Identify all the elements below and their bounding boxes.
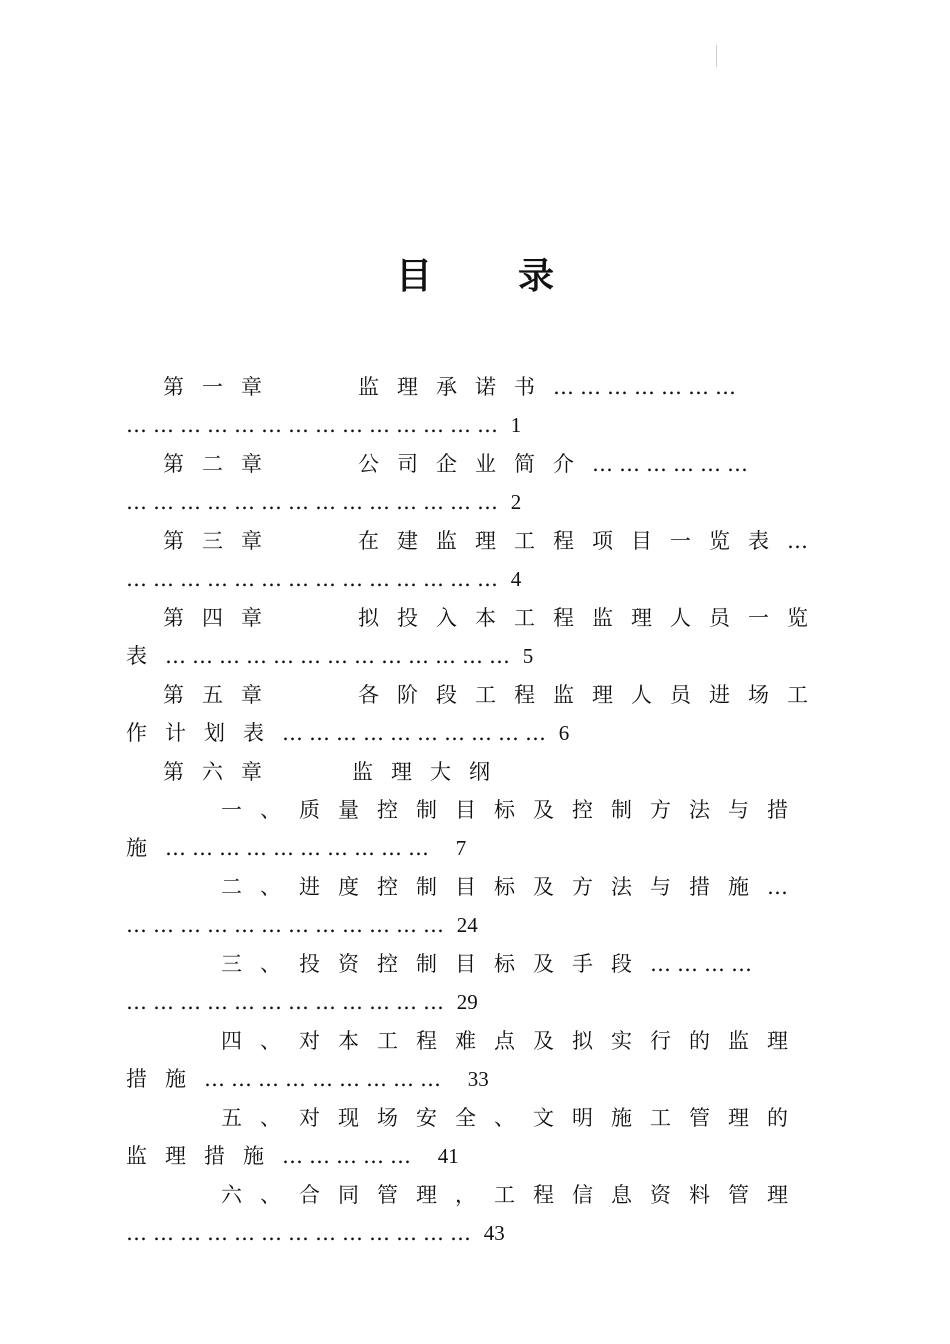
toc-section-2-line-1[interactable]: 二、进度控制目标及方法与措施… [221,875,794,899]
toc-entry-3-line-2[interactable]: …………………………………… 4 [126,567,522,591]
title-char-1: 目 [395,255,432,297]
toc-entry-2-line-1[interactable]: 第二章 公司企业简介……………… [163,452,754,476]
toc-section-5-line-1[interactable]: 五、对现场安全、文明施工管理的 [221,1106,806,1130]
page-number: 7 [455,836,467,860]
page-number: 1 [510,413,522,437]
toc-entry-4-line-1[interactable]: 第四章 拟投入本工程监理人员一览 [163,606,826,630]
page-number: 43 [483,1221,505,1245]
toc-entry-5-line-2[interactable]: 作计划表………………………… 6 [126,721,570,745]
toc-entry-6[interactable]: 第六章 监理大纲 [163,760,508,784]
toc-section-1-line-2[interactable]: 施………………………… 7 [126,836,467,860]
page-number: 33 [467,1067,489,1091]
toc-entry-5-line-1[interactable]: 第五章 各阶段工程监理人员进场工 [163,683,826,707]
toc-section-4-line-1[interactable]: 四、对本工程难点及拟实行的监理 [221,1029,806,1053]
toc-entry-4-line-2[interactable]: 表………………………………… 5 [126,644,534,668]
title-char-2: 录 [518,255,555,297]
page-edge-mark [716,45,717,67]
toc-section-6-line-2[interactable]: ………………………………… 43 [126,1221,505,1245]
page-number: 29 [456,990,478,1014]
toc-entry-1-line-1[interactable]: 第一章 监理承诺书………………… [163,375,742,399]
toc-entry-3-line-1[interactable]: 第三章 在建监理工程项目一览表… [163,529,814,553]
page-title [0,248,950,299]
toc-section-6-line-1[interactable]: 六、合同管理，工程信息资料管理 [221,1183,806,1207]
page-number: 5 [522,644,534,668]
page-number: 24 [456,913,478,937]
toc-section-3-line-1[interactable]: 三、投资控制目标及手段………… [221,952,758,976]
toc-section-2-line-2[interactable]: ……………………………… 24 [126,913,478,937]
page-number: 6 [558,721,570,745]
page-number: 41 [437,1144,459,1168]
toc-section-3-line-2[interactable]: ……………………………… 29 [126,990,478,1014]
toc-section-1-line-1[interactable]: 一、质量控制目标及控制方法与措 [221,798,806,822]
toc-section-4-line-2[interactable]: 措施……………………… 33 [126,1067,489,1091]
toc-section-5-line-2[interactable]: 监理措施…………… 41 [126,1144,459,1168]
toc-entry-1-line-2[interactable]: …………………………………… 1 [126,413,522,437]
page-number: 2 [510,490,522,514]
page-number: 4 [510,567,522,591]
toc-entry-2-line-2[interactable]: …………………………………… 2 [126,490,522,514]
